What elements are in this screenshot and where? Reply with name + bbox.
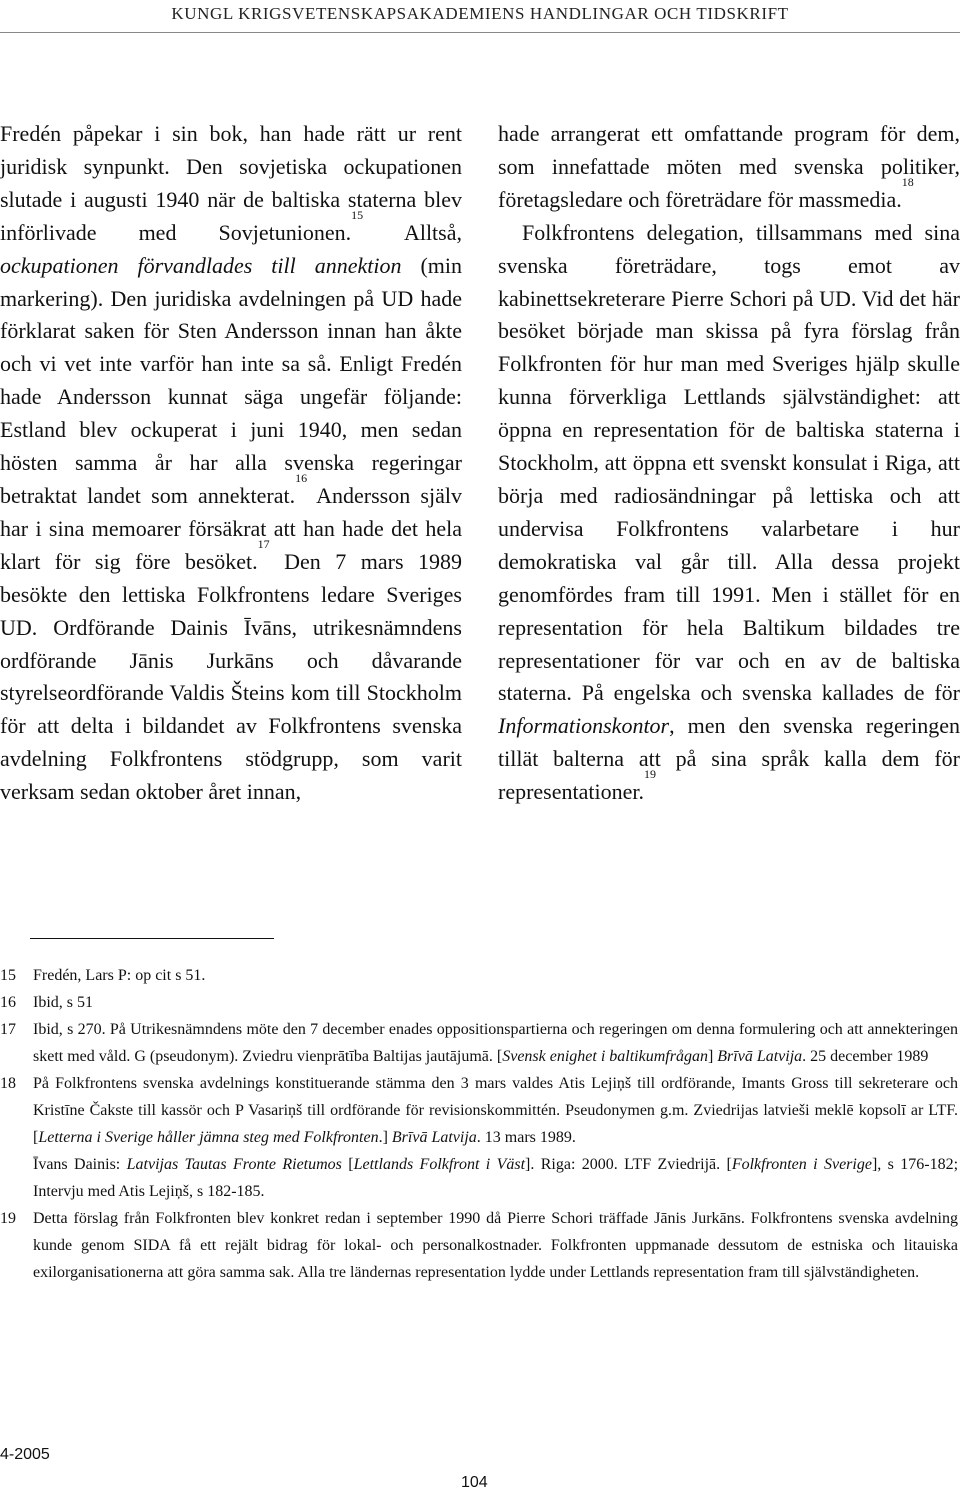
right-paragraph-2 bbox=[498, 217, 960, 809]
issue-label: 4-2005 bbox=[0, 1446, 50, 1463]
footnote-rule bbox=[30, 938, 274, 939]
footnote-text: Īvans Dainis: Latvijas Tautas Fronte Rietumos [Lettlands Folkfront i Väst]. Riga: 2000. LTF Zviedrijā. [Folkfronten i Sverige], s 176-182; Intervju med Atis Lejiņš, s 182-185. bbox=[33, 1156, 959, 1200]
footnote-number: 18 bbox=[0, 1075, 16, 1092]
footnote-ref-17[interactable]: 17 bbox=[257, 536, 270, 551]
footnote-19 bbox=[0, 1205, 958, 1286]
right-paragraph-1 bbox=[498, 118, 960, 217]
footnote-number-blank bbox=[0, 1151, 33, 1205]
footnotes bbox=[0, 962, 958, 1286]
footnote-ref-15[interactable]: 15 bbox=[351, 207, 364, 222]
right-column bbox=[498, 118, 960, 809]
footnote-number: 16 bbox=[0, 994, 16, 1011]
page-number: 104 bbox=[461, 1474, 488, 1491]
footnote-18 bbox=[0, 1070, 958, 1151]
body-text: hade arrangerat ett omfattande program för dem, som innefattade möten med svenska politiker, företagsledare och företrädare för massmedia. bbox=[498, 121, 960, 212]
emphasis-text: Informationskontor bbox=[498, 713, 670, 739]
footnote-16 bbox=[0, 989, 958, 1016]
footnote-ref-16[interactable]: 16 bbox=[295, 470, 308, 485]
footnote-ref-18[interactable]: 18 bbox=[901, 174, 914, 189]
footnote-number: 17 bbox=[0, 1021, 16, 1038]
footnote-15 bbox=[0, 962, 958, 989]
footnote-number: 15 bbox=[0, 967, 16, 984]
left-paragraph bbox=[0, 118, 462, 809]
body-text: Fredén påpekar i sin bok, han hade rätt ur rent juridisk synpunkt. Den sovjetiska ockupationen slutade i augusti 1940 när de baltiska staterna blev införlivade med Sovjetunionen. bbox=[0, 121, 462, 245]
footnote-18-continued bbox=[0, 1151, 958, 1205]
body-text: (min markering). Den juridiska avdelningen på UD hade förklarat saken för Sten Andersson innan han åkte och vi vet inte varför han inte sa så. Enligt Fredén hade Andersson kunnat säga ungefär följande: Estland blev ockuperat i juni 1940, men sedan hösten samma år har alla svenska regeringar betraktat landet som annekterat. bbox=[0, 252, 462, 508]
running-header: KUNGL KRIGSVETENSKAPSAKADEMIENS HANDLINGAR OCH TIDSKRIFT bbox=[171, 4, 789, 23]
body-text: Folkfrontens delegation, tillsammans med sina svenska företrädare, togs emot av kabinettsekreterare Pierre Schori på UD. Vid det här besöket började man skissa på fyra förslag från Folkfronten för hur man med Sveriges hjälp skulle kunna förverkliga Lettlands självständighet: att öppna en representation för de baltiska staterna i Stockholm, att öppna ett svenskt konsulat i Riga, att börja med radiosändningar på lettiska och att undervisa Folkfrontens valarbetare i hur demokratiska val går till. Alla dessa projekt genomfördes fram till 1991. Men i stället för en representation för hela Baltikum bildades tre representationer för var och en av de baltiska staterna. På engelska och svenska kallades de för bbox=[498, 219, 960, 706]
footnote-number: 19 bbox=[0, 1210, 16, 1227]
body-text: Andersson själv har i sina memoarer försäkrat att han hade det hela klart för sig före besöket. bbox=[0, 482, 462, 574]
footnote-17 bbox=[0, 1016, 958, 1070]
header-rule bbox=[0, 32, 960, 33]
footnote-text: På Folkfrontens svenska avdelnings konstituerande stämma den 3 mars valdes Atis Lejiņš till ordförande, Imants Gross till sekreterare och Kristīne Čakste till kassör och P Vasariņš till ordförande för revisionskommittén. Pseudonymen g.m. Zviedrijas latvieši meklē kopsolī ar LTF. [Letterna i Sverige håller jämna steg med Folkfronten.] Brīvā Latvija. 13 mars 1989. bbox=[33, 1075, 958, 1146]
body-text: Den 7 mars 1989 besökte den lettiska Folkfrontens ledare Sveriges UD. Ordförande Dainis Īvāns, utrikesnämndens ordförande Jānis Jurkāns och dåvarande styrelseordförande Valdis Šteins kom till Stockholm för att delta i bildandet av Folkfrontens svenska avdelning Folkfrontens stödgrupp, som varit verksam sedan oktober året innan, bbox=[0, 548, 462, 805]
footnote-text: Ibid, s 51 bbox=[33, 994, 93, 1011]
footnote-text: Ibid, s 270. På Utrikesnämndens möte den 7 december enades oppositionspartierna och regeringen om denna formulering och att annekteringen skett med våld. G (pseudonym). Zviedru vienprātība Baltijas jautājumā. [Svensk enighet i baltikumfrågan] Brīvā Latvija. 25 december 1989 bbox=[33, 1021, 958, 1065]
body-text: Alltså, bbox=[363, 219, 462, 245]
body-text: , men den svenska regeringen tillät balterna att på sina språk kalla dem för representationer. bbox=[498, 713, 960, 805]
emphasis-text: ockupationen förvandlades till annektion bbox=[0, 252, 402, 278]
footnote-text: Fredén, Lars P: op cit s 51. bbox=[33, 967, 206, 984]
footnote-text: Detta förslag från Folkfronten blev konkret redan i september 1990 då Pierre Schori träffade Jānis Jurkāns. Folkfrontens svenska avdelning kunde genom SIDA få ett rejält bidrag för lokal- och personalkostnader. Folkfronten uppmanade dessutom de estniska och litauiska exilorganisationerna att göra samma sak. Alla tre ländernas representation lydde under Lettlands representation fram till självständigheten. bbox=[33, 1210, 958, 1281]
left-column bbox=[0, 118, 462, 809]
footnote-ref-19[interactable]: 19 bbox=[644, 767, 656, 782]
